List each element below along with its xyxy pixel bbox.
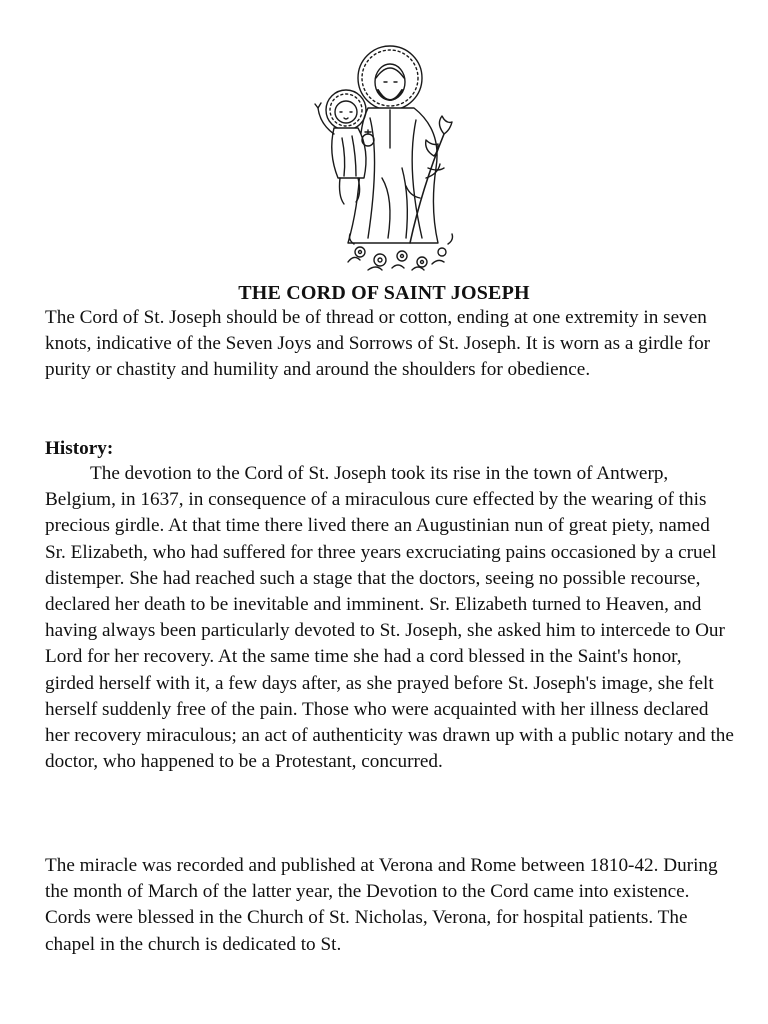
document-title: THE CORD OF SAINT JOSEPH [238, 282, 530, 304]
history-paragraph: The devotion to the Cord of St. Joseph took its rise in the town of Antwerp, Belgium, in 1637, in consequence of a miraculous cure effected by the wearing of this precious girdle. At that time there lived there an Augustinian nun of great piety, named Sr. Elizabeth, who had suffered for three years excruciating pains occasioned by a cruel distemper. She had reached such a stage that the doctors, seeing no possible recourse, declared her death to be inevitable and imminent. Sr. Elizabeth turned to Heaven, and having always been particularly devoted to St. Joseph, she asked him to intercede to Our Lord for her recovery. At the same time she had a cord blessed in the Saint's honor, girded herself with it, a few days after, as she prayed before St. Joseph's image, she felt herself suddenly free of the pain. Those who were acquainted with her illness declared her recovery miraculous; an act of authenticity was drawn up with a public notary and the doctor, who happened to be a Protestant, concurred. [45, 463, 734, 773]
miracle-paragraph: The miracle was recorded and published at Verona and Rome between 1810-42. During the month of March of the latter year, the Devotion to the Cord came into existence. Cords were blessed in the Church of St. Nicholas, Verona, for hospital patients. The chapel in the church is dedicated to St. [45, 855, 718, 955]
saint-joseph-with-child-icon [298, 38, 468, 278]
history-heading: History: [45, 438, 114, 459]
intro-paragraph: The Cord of St. Joseph should be of thread or cotton, ending at one extremity in seven knots, indicative of the Seven Joys and Sorrows of St. Joseph. It is worn as a girdle for purity or chastity and humility and around the shoulders for obedience. [45, 307, 711, 381]
